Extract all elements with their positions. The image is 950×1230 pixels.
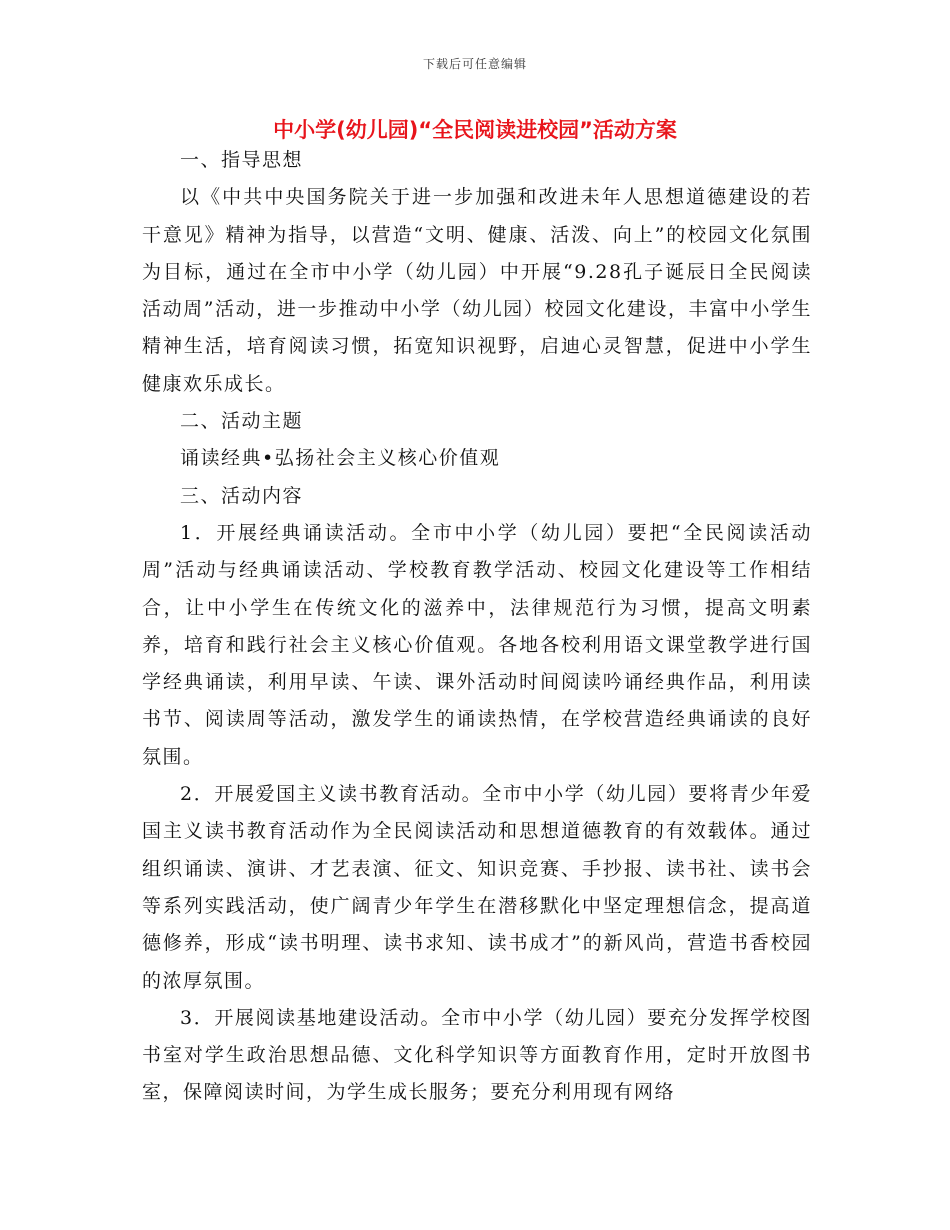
- paragraph-guiding-thought: 以《中共中央国务院关于进一步加强和改进未年人思想道德建设的若干意见》精神为指导，以营造“文明、健康、活泼、向上”的校园文化氛围为目标，通过在全市中小学（幼儿园）中开展“9.28孔子诞辰日全民阅读活动周”活动，进一步推动中小学（幼儿园）校园文化建设，丰富中小学生精神生活，培育阅读习惯，拓宽知识视野，启迪心灵智慧，促进中小学生健康欢乐成长。: [142, 186, 812, 395]
- section-heading-guiding-thought: 一、指导思想: [180, 149, 304, 171]
- document-body: [142, 142, 812, 1112]
- section-heading-theme: 二、活动主题: [180, 410, 304, 433]
- paragraph-theme: 诵读经典•弘扬社会主义核心价值观: [180, 447, 501, 470]
- section-heading-content: 三、活动内容: [180, 484, 304, 507]
- page-header-note: 下载后可任意编辑: [422, 57, 527, 71]
- document-title: 中小学(幼儿园)“全民阅读进校园”活动方案: [273, 118, 677, 142]
- paragraph-item-3: 3．开展阅读基地建设活动。全市中小学（幼儿园）要充分发挥学校图书室对学生政治思想品德、文化科学知识等方面教育作用，定时开放图书室，保障阅读时间，为学生成长服务；要充分利用现有网络: [142, 1006, 812, 1104]
- paragraph-item-1: 1．开展经典诵读活动。全市中小学（幼儿园）要把“全民阅读活动周”活动与经典诵读活动、学校教育教学活动、校园文化建设等工作相结合，让中小学生在传统文化的滋养中，法律规范行为习惯，提高文明素养，培育和践行社会主义核心价值观。各地各校利用语文课堂教学进行国学经典诵读，利用早读、午读、课外活动时间阅读吟诵经典作品，利用读书节、阅读周等活动，激发学生的诵读热情，在学校营造经典诵读的良好氛围。: [142, 521, 812, 768]
- paragraph-item-2: 2．开展爱国主义读书教育活动。全市中小学（幼儿园）要将青少年爱国主义读书教育活动作为全民阅读活动和思想道德教育的有效载体。通过组织诵读、演讲、才艺表演、征文、知识竞赛、手抄报、读书社、读书会等系列实践活动，使广阔青少年学生在潜移默化中坚定理想信念，提高道德修养，形成“读书明理、读书求知、读书成才”的新风尚，营造书香校园的浓厚氛围。: [142, 783, 812, 992]
